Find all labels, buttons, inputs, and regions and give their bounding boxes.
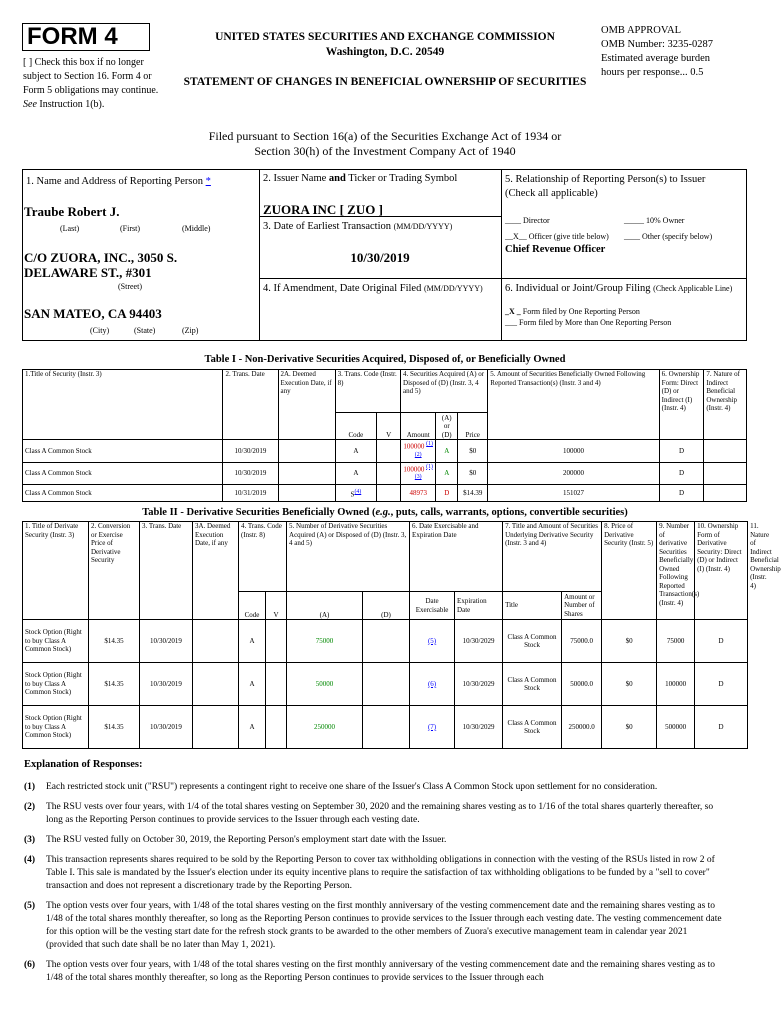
t1-sub-amount: Amount [401, 413, 436, 440]
footnote-star-link[interactable]: * [205, 176, 211, 187]
t2-sub-expiration: Expiration Date [455, 592, 503, 620]
table2-title: Table II - Derivative Securities Beneficially Owned (e.g., puts, calls, warrants, options, convertible securities) [142, 507, 628, 518]
omb-number: OMB Number: 3235-0287 [601, 39, 713, 50]
filed-pursuant-line2: Section 30(h) of the Investment Company Act of 1940 [254, 144, 516, 158]
table-row: Class A Common Stock 10/30/2019 A 100000 $^{(1)(2)}$ A $0 100000 D [23, 440, 747, 463]
city-label: (City) [90, 326, 110, 335]
omb-box [601, 24, 751, 80]
explanation-of-responses [24, 758, 724, 992]
t2-sub-a: (A) [287, 592, 363, 620]
officer-mark: __X__ [505, 232, 527, 241]
t2-sub-v: V [266, 592, 287, 620]
section16-checkbox-note[interactable] [23, 56, 171, 112]
director-option[interactable]: ____ Director [505, 216, 550, 225]
omb-title: OMB APPROVAL [601, 25, 682, 36]
t1-col-title: 1.Title of Security (Instr. 3) [23, 370, 223, 440]
footnote-link[interactable]: (5) [427, 636, 437, 645]
first-label: (First) [120, 224, 140, 233]
footnote-item: (4) This transaction represents shares required to be sold by the Reporting Person to cover tax withholding obligations in connection with the vesting of the RSUs listed in row 2 of Table I. This sale is mandated by the Issuer's election under its equity incentive plans to require the satisfaction of tax withholding obligations to be funded by a "sell to cover" transaction and does not represent a discretionary trade by the Reporting Person. [24, 855, 715, 891]
t1-sub-v: V [377, 413, 401, 440]
t2-col-conversion: 2. Conversion or Exercise Price of Derivative Security [89, 522, 140, 620]
t2-col-date: 3. Trans. Date [140, 522, 193, 620]
footnote-item: (3) The RSU vested fully on October 30, 2019, the Reporting Person's employment start date with the Issuer. [24, 835, 447, 845]
statement-title: STATEMENT OF CHANGES IN BENEFICIAL OWNERSHIP OF SECURITIES [183, 76, 587, 88]
box5-label: 5. Relationship of Reporting Person(s) to Issuer (Check all applicable) [505, 174, 706, 199]
box1-label: 1. Name and Address of Reporting Person * [26, 176, 211, 187]
footnote-item: (6) The option vests over four years, with 1/48 of the total shares vesting on the first monthly anniversary of the vesting commencement date and the remaining shares vesting as to 1/48 of the total shares monthly thereafter, so long as the Reporting Person continues to provide services to the Issuer through each [24, 960, 716, 983]
t1-col-ownership-form: 6. Ownership Form: Direct (D) or Indirect (I) (Instr. 4) [659, 370, 704, 440]
t1-col-deemed: 2A. Deemed Execution Date, if any [278, 370, 335, 440]
one-reporting-person-option[interactable] [505, 307, 640, 317]
street-label: (Street) [118, 282, 142, 291]
see-text: See [23, 99, 37, 110]
omb-burden: Estimated average burden [601, 53, 711, 64]
footnote-link[interactable]: (4) [354, 488, 362, 495]
t2-col-deemed: 3A. Deemed Execution Date, if any [193, 522, 239, 620]
city-state-zip: SAN MATEO, CA 94403 [24, 306, 162, 321]
table-row: Class A Common Stock 10/31/2019 $S^{(4)}$ 48973 D $14.39 151027 D [23, 485, 747, 502]
t1-col-acquired: 4. Securities Acquired (A) or Disposed of (D) (Instr. 3, 4 and 5) [401, 370, 488, 413]
footnote-item: (1) Each restricted stock unit ("RSU") represents a contingent right to receive one share of the Issuer's Class A Common Stock upon settlement for no consideration. [24, 782, 658, 792]
one-label: Form filed by One Reporting Person [522, 307, 640, 316]
t2-sub-d: (D) [363, 592, 410, 620]
t2-sub-amount: Amount or Number of Shares [562, 592, 602, 620]
box4-label: 4. If Amendment, Date Original Filed (MM/DD/YYYY) [263, 283, 483, 294]
issuer-name-ticker: ZUORA INC [ ZUO ] [263, 202, 383, 217]
agency-title: UNITED STATES SECURITIES AND EXCHANGE COMMISSION [215, 31, 555, 43]
table-row: Stock Option (Right to buy Class A Common Stock) $14.35 10/30/2019 A 50000 (6) 10/30/2029 Class A Common Stock 50000.0 $0 100000 D [23, 663, 748, 706]
t2-col-title: 1. Title of Derivate Security (Instr. 3) [23, 522, 89, 620]
t2-col-ownership-form: 10. Ownership Form of Derivative Security: Direct (D) or Indirect (I) (Instr. 4) [695, 522, 748, 620]
footnote-link[interactable]: (1)(2) [414, 441, 433, 458]
t1-col-code: 3. Trans. Code (Instr. 8) [335, 370, 400, 413]
table-row: Class A Common Stock 10/30/2019 A 100000 $^{(1)(3)}$ A $0 200000 D [23, 462, 747, 485]
t2-sub-exercisable: Date Exercisable [410, 592, 455, 620]
t1-col-nature: 7. Nature of Indirect Beneficial Ownership (Instr. 4) [704, 370, 747, 440]
other-option[interactable]: ____ Other (specify below) [624, 232, 713, 241]
more-reporting-persons-option[interactable]: ___ Form filed by More than One Reporting Person [505, 318, 672, 327]
middle-label: (Middle) [182, 224, 211, 233]
t2-col-number: 5. Number of Derivative Securities Acquired (A) or Disposed of (D) (Instr. 3, 4 and 5) [287, 522, 410, 592]
filed-pursuant-line1: Filed pursuant to Section 16(a) of the Securities Exchange Act of 1934 or [208, 129, 562, 143]
box6-label: 6. Individual or Joint/Group Filing (Check Applicable Line) [505, 283, 733, 294]
ten-pct-owner-option[interactable]: _____ 10% Owner [624, 216, 685, 225]
t2-sub-code: Code [239, 592, 266, 620]
agency-city: Washington, D.C. 20549 [325, 46, 445, 58]
state-label: (State) [134, 326, 156, 335]
box2-label: 2. Issuer Name and Ticker or Trading Symbol [263, 173, 458, 184]
t2-col-code: 4. Trans. Code (Instr. 8) [239, 522, 287, 592]
t1-sub-code: Code [335, 413, 377, 440]
t2-col-underlying: 7. Title and Amount of Securities Underlying Derivative Security (Instr. 3 and 4) [503, 522, 602, 592]
table1-non-derivative [22, 369, 747, 502]
footnote-item: (5) The option vests over four years, with 1/48 of the total shares vesting on the first monthly anniversary of the vesting commencement date and the remaining shares vesting as to 1/48 of the total shares monthly thereafter, so long as the Reporting Person continues to provide services to the Issuer through each vesting date. The vesting commencement date for this option will be the vesting start date for the refresh stock grants to be awarded to the other members of Zuora's executive management team in calendar year 2021 (provided that such date shall be no later than May 1, 2021). [24, 901, 722, 950]
table1-title: Table I - Non-Derivative Securities Acquired, Disposed of, or Beneficially Owned [204, 354, 566, 365]
t1-col-date: 2. Trans. Date [223, 370, 278, 440]
zip-label: (Zip) [182, 326, 199, 335]
t1-sub-ad: (A) or (D) [436, 413, 458, 440]
checkbox-text: [ ] Check this box if no longer subject to Section 16. Form 4 or Form 5 obligations may continue. [23, 57, 159, 96]
t2-col-exercisable: 6. Date Exercisable and Expiration Date [410, 522, 503, 592]
footnote-link[interactable]: (1)(3) [414, 463, 433, 481]
footnote-item: (2) The RSU vests over four years, with 1/4 of the total shares vesting on September 30, 2020 and the remaining shares vesting as to 1/16 of the total shares quarterly thereafter, so long as the Reporting Person continues to provide services to the Issuer through each vesting date. [24, 802, 714, 825]
officer-title: Chief Revenue Officer [505, 244, 606, 255]
officer-option[interactable] [505, 232, 609, 242]
t2-col-owned: 9. Number of derivative Securities Beneficially Owned Following Reported Transaction(s) (Instr. 4) [657, 522, 695, 620]
instruction-text: Instruction 1(b). [39, 99, 105, 110]
t2-sub-title: Title [503, 592, 562, 620]
table2-derivative: 1. Title of Derivate Security (Instr. 3) 2. Conversion or Exercise Price of Derivative Security 3. Trans. Date 3A. Deemed Execution Date, if any 4. Trans. Code (Instr. 8) 5. Number of Derivative Securities Acquired (A) or Disposed of (D) (Instr. 3, 4 and 5) 6. Date Exercisable and Expiration Date 7. Title and Amount of Securities Underlying Derivative Security (Instr. 3 and 4) 8. Price of Derivative Security (Instr. 5) 9. Number of derivative Securities Beneficially Owned Following Reported Transaction(s) (Instr. 4) 10. Ownership Form of Derivative Security: Direct (D) or Indirect (I) (Instr. 4) 11. Nature of Indirect Beneficial Ownership (Instr. 4) Code V (A) (D) Date Exercisable Expiration Date Title Amount or Number of Shares Stock Option (Right to buy Class A Common Stock) $14.35 10/30/2019 A 75000 (5) 10/30/2029 Class A Common Stock 75000.0 $0 75000 D Stock Option (Right to buy Class A Common Stock) $14.35 10/30/2019 A 50000 (6) 10/30/2029 Class A Common Stock 50000.0 $0 100000 D Stock Option (Right to buy Class A Common Stock) $14.35 10/30/2019 A 250000 (7) 10/30/2029 Class A Common Stock 250000.0 $0 500000 D [22, 521, 748, 749]
explanation-title: Explanation of Responses: [24, 759, 143, 770]
t1-col-owned: 5. Amount of Securities Beneficially Owned Following Reported Transaction(s) (Instr. 3 and 4) [488, 370, 659, 440]
table-row: Stock Option (Right to buy Class A Common Stock) $14.35 10/30/2019 A 250000 (7) 10/30/2029 Class A Common Stock 250000.0 $0 500000 D [23, 706, 748, 749]
footnote-link[interactable]: (7) [427, 722, 437, 731]
t2-col-price: 8. Price of Derivative Security (Instr. 5) [602, 522, 657, 620]
reporting-person-address: C/O ZUORA, INC., 3050 S. DELAWARE ST., #301 [24, 250, 178, 280]
omb-hours: hours per response... 0.5 [601, 67, 704, 78]
one-mark: _X _ [505, 307, 521, 316]
reporting-person-name: Traube Robert J. [24, 204, 120, 219]
footnote-link[interactable]: (6) [427, 679, 437, 688]
last-label: (Last) [60, 224, 80, 233]
t1-sub-price: Price [458, 413, 488, 440]
box3-label: 3. Date of Earliest Transaction (MM/DD/YYYY) [263, 221, 453, 232]
earliest-transaction-date: 10/30/2019 [350, 250, 410, 265]
officer-label: Officer (give title below) [528, 232, 609, 241]
form-title: FORM 4 [22, 23, 150, 51]
table-row: Stock Option (Right to buy Class A Common Stock) $14.35 10/30/2019 A 75000 (5) 10/30/2029 Class A Common Stock 75000.0 $0 75000 D [23, 620, 748, 663]
